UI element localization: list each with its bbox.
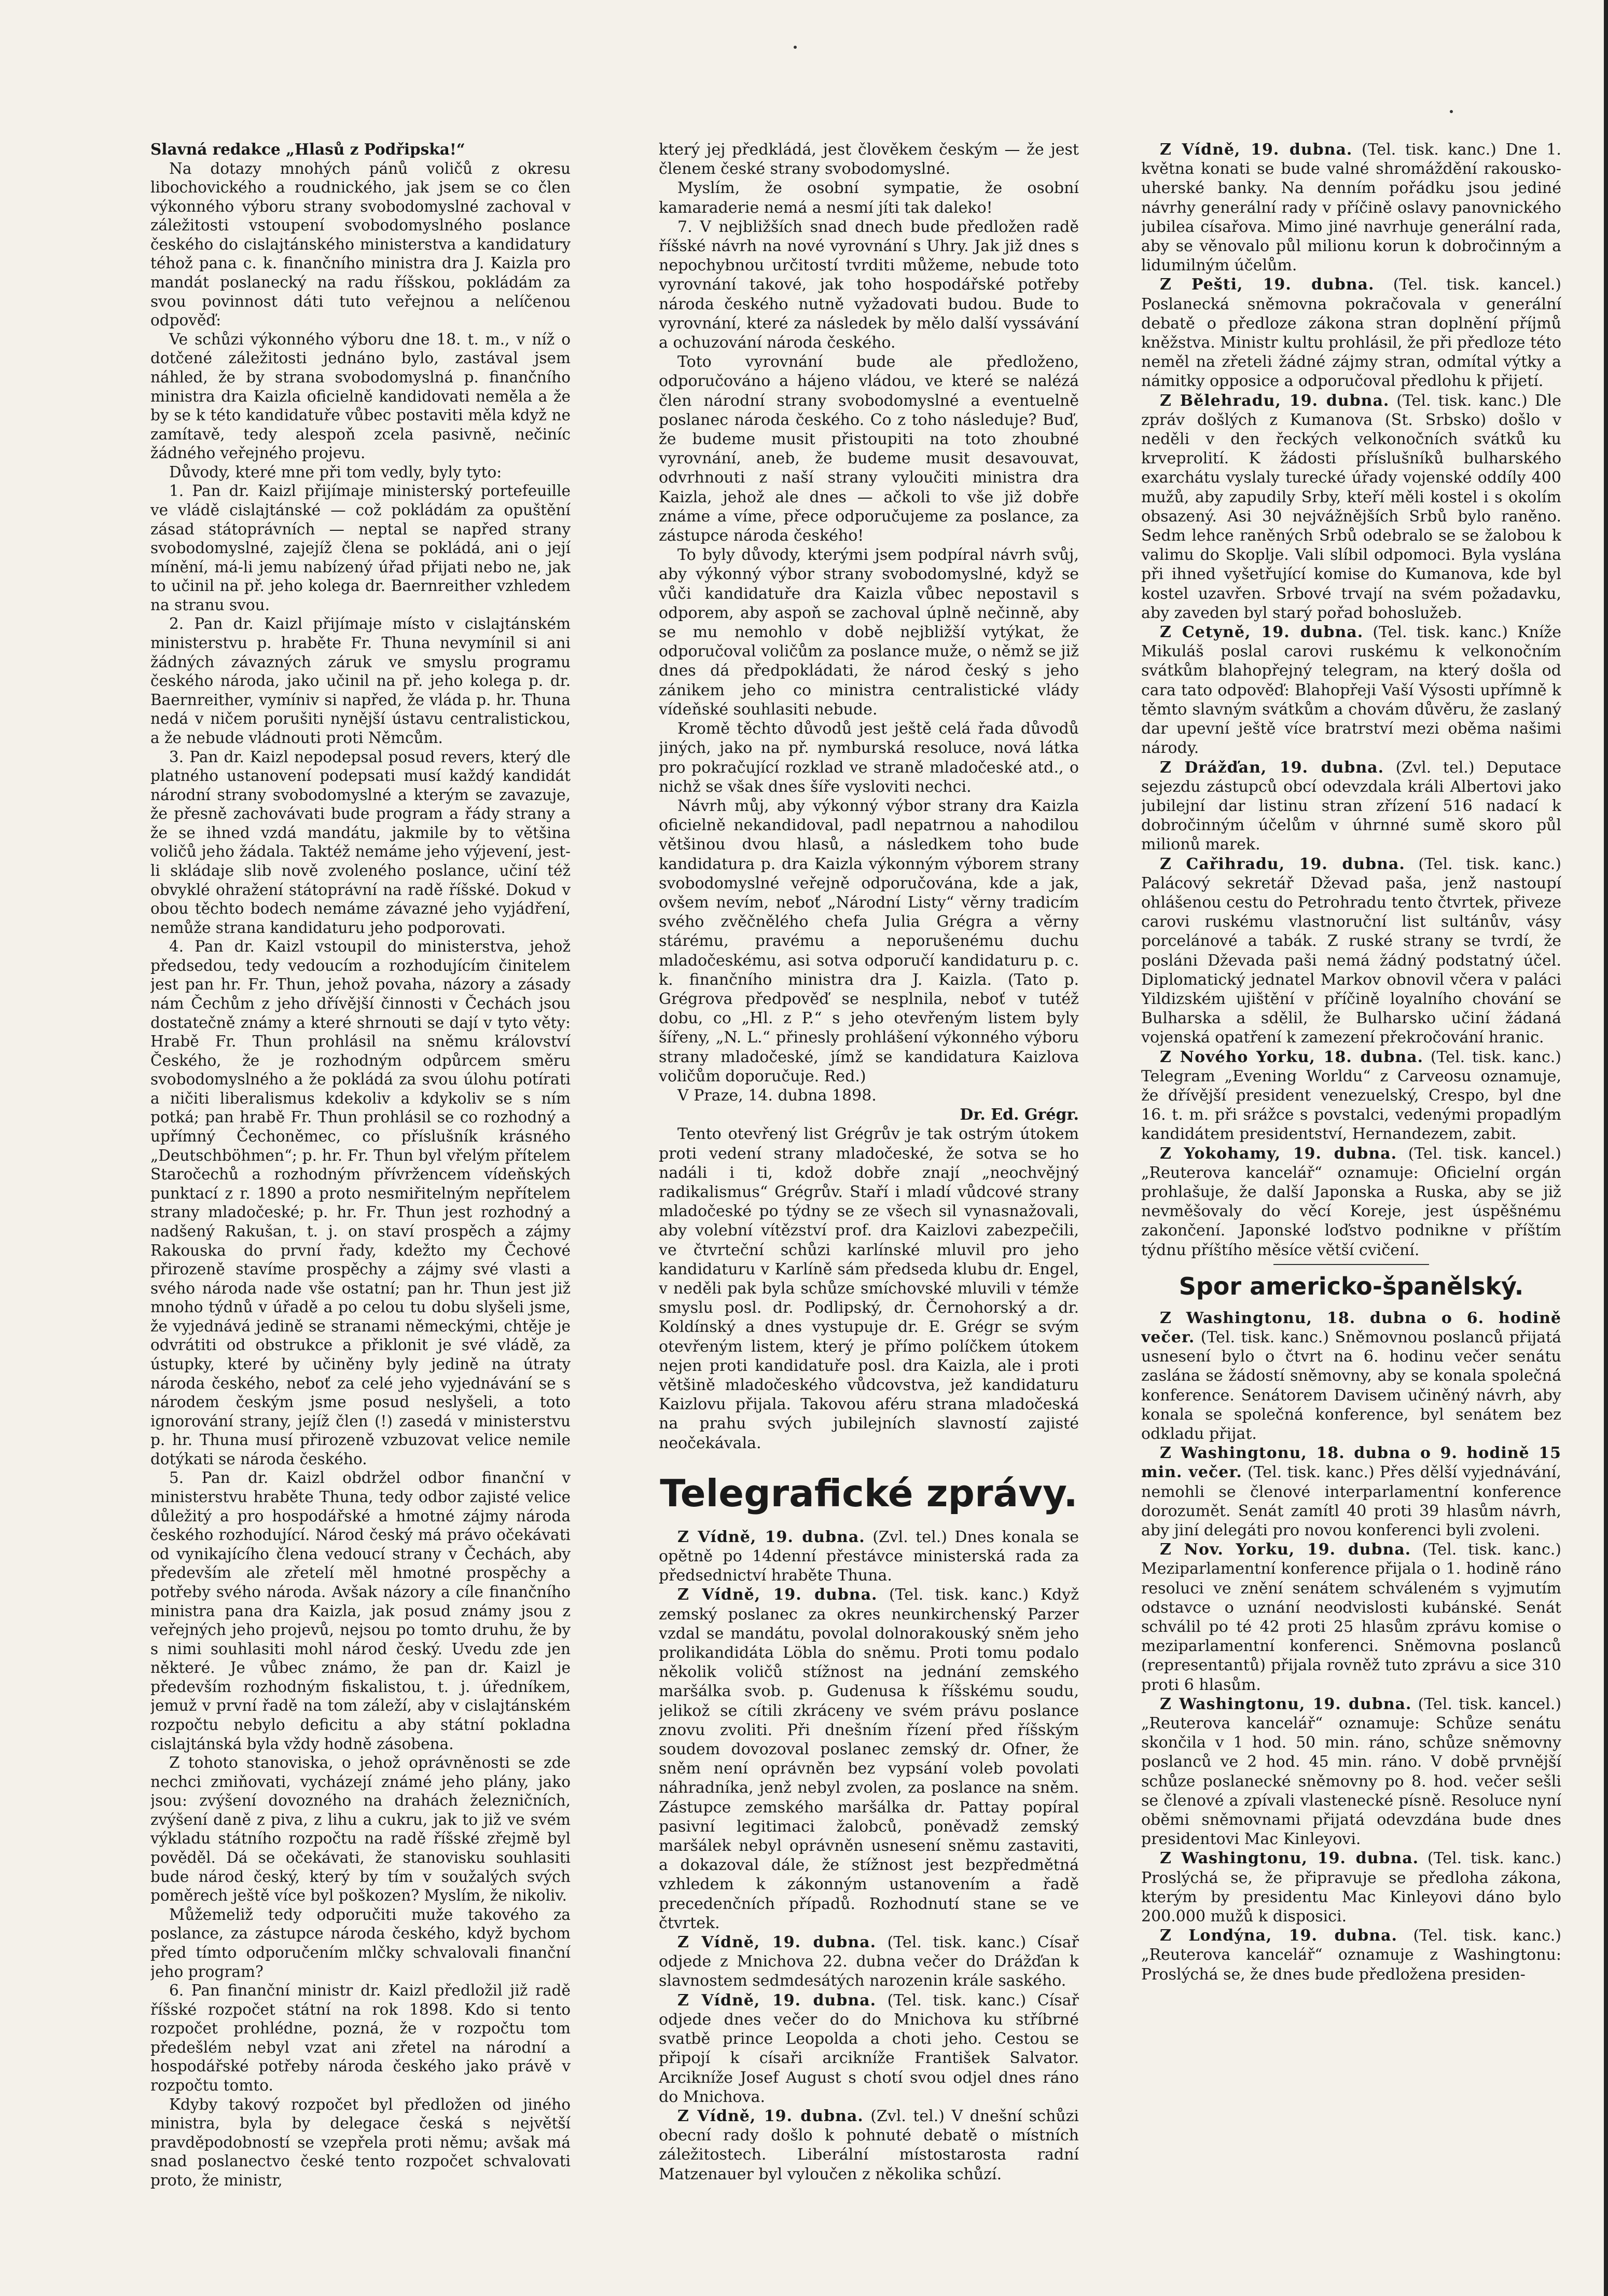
paragraph: To byly důvody, kterými jsem podpíral návrh svůj, aby výkonný výbor strany svobodomyslné, když se vůči kandidatuře dra Kaizla vůbec nepostavil s odporem, aby aspoň se zachoval úplně nečinně, aby se mu nemohlo v době nejbližší vytýkat, že odporučoval voličům za poslance muže, o němž se již dnes dá předpokládati, že národ český s jeho zánikem jeho co ministra centralistické vlády vídeňské souhlasiti nebude. <box>659 546 1079 719</box>
news-item <box>1141 623 1561 758</box>
news-text: (Tel. tisk. kanc.) Když zemský poslanec za okres neunkirchenský Parzer vzdal se mandátu, povolal dolnorakouský sněm jeho prolikandidáta Löbla do sněmu. Proti tomu podalo několik voličů stížnost na jednání zemského maršálka svob. p. Gudenusa k říšskému soudu, jelikož se cítili zkráceny ve svém právu poslance znovu zvoliti. Při dnešním řízení před říšským soudem dovozoval poslanec zemský dr. Ofner, že sněm není oprávněn bez vypsání voleb povolati náhradníka, jenž nebyl zvolen, za poslance na sněm. Zástupce zemského maršálka dr. Pattay popíral pasivní legitimaci žalobců, poněvadž zemský maršálek nebyl oprávněn usnesení sněmu zastaviti, a dokazoval dále, že stížnost jest bezpředmětná vzhledem k zákonným ustanovením a řadě precedenčních případů. Rozhodnutí stane se ve čtvrtek. <box>659 1586 1079 1932</box>
left-column <box>150 140 571 2257</box>
news-item <box>1141 140 1561 275</box>
news-place: Z Washingtonu, 18. dubna o 9. hodině 15 min. večer. <box>1141 1444 1561 1482</box>
print-speck <box>1450 110 1453 113</box>
news-place: Z Nov. Yorku, 19. dubna. <box>1160 1541 1411 1559</box>
paragraph: Návrh můj, aby výkonný výbor strany dra Kaizla oficielně nekandidoval, padl nepatrnou a nahodilou většinou dvou hlasů, a následkem toho bude kandidatura p. dra Kaizla výkonným výborem strany svobodomyslné veřejně odporučována, kde a jak, ovšem nevím, neboť „Národní Listy“ věrny tradicím svého zvěčnělého chefa Julia Grégra a věrny stárému, pravému a neporušenému duchu mladočeskému, asi sotva odporučí kandidaturu p. c. k. finančního ministra dra J. Kaizla. (Tato p. Grégrova předpověď se nesplnila, neboť v tutéž dobu, co „Hl. z P.“ s jeho otevřeným listem byly šířeny, „N. L.“ přinesly prohlášení výkonného výboru strany mladočeské, jímž se kandidatura Kaizlova voličům doporučuje. Red.) <box>659 796 1079 1085</box>
news-place: Z Cetyně, 19. dubna. <box>1160 623 1364 642</box>
paragraph: Kromě těchto důvodů jest ještě celá řada důvodů jiných, jako na př. nymburská resoluce, nová látka pro pokračující rozklad ve straně mladočeské atd., o nichž se však dnes šíře vysloviti nechci. <box>659 720 1079 796</box>
telegraph-title: Telegrafické zprávy. <box>660 1471 1078 1515</box>
paragraph: Kdyby takový rozpočet byl předložen od jiného ministra, byla by delegace česká s největší pravděpodobností se vzepřela proti němu; avšak má snad poslanectvo české tento rozpočet schvalovati proto, že ministr, <box>150 2095 571 2189</box>
page-edge <box>1604 0 1608 2296</box>
news-text: (Tel. tisk. kanc.) Císař odjede dnes večer do do Mnichova ku stříbrné svatbě prince Leopolda a choti jeho. Cestou se připojí k císaři arcikníže František Salvator. Arcikníže Josef August s chotí svou odjel dnes ráno do Mnichova. <box>659 1991 1079 2106</box>
news-item <box>1141 275 1561 391</box>
letter-header: Slavná redakce „Hlasů z Podřipska!“ <box>150 140 465 158</box>
news-item <box>1141 1540 1561 1695</box>
paragraph: Důvody, které mne při tom vedly, byly tyto: <box>169 463 502 481</box>
news-item <box>1141 1849 1561 1926</box>
paragraph: Tento otevřený list Grégrův je tak ostrým útokem proti vedení strany mladočeské, že sotva se ho nadáli i ti, kdož dobře znají „neochvějný radikalismus“ Grégrův. Staří i mladí vůdcové strany mladočeské po týdny se ze všech sil vynasnažovali, aby volební vítězství prof. dra Kaizlovi zabezpečili, ve čtvrteční schůzi karlínské mluvil pro jeho kandidaturu v Karlíně sám předseda klubu dr. Engel, v neděli pak byla schůze smíchovské mluvili v témže smyslu posl. dr. Podlipský, dr. Černohorský a dr. Koldínský a dnes vystupuje dr. E. Grégr se svým otevřeným listem, který je přímo políčkem útokem nejen proti kandidatuře posl. dra Kaizla, ale i proti většině mladočeského vůdcovstva, jež kandidaturu Kaizlovu přijala. Takovou aféru strana mladočeská na prahu svých jubilejních slavností zajisté neočekávala. <box>659 1125 1079 1452</box>
news-text: (Tel. tisk. kanc.) Proslýchá se, že připravuje se předloha zákona, kterým by presidentu Mac Kinleyovi dáno bylo 200.000 mužů k disposici. <box>1141 1849 1561 1926</box>
section-rule <box>1273 1264 1429 1265</box>
news-place: Z Vídně, 19. dubna. <box>677 1933 877 1952</box>
news-text: (Zvl. tel.) Deputace sejezdu zástupců obcí odevzdala králi Albertovi jako jubilejní dar listinu stran zřízení 516 nadací k dobročinným účelům v úhrnné sumě skoro půl milionů marek. <box>1141 758 1561 854</box>
news-place: Z Vídně, 19. dubna. <box>1160 141 1353 159</box>
news-text: (Zvl. tel.) V dnešní schůzi obecní rady došlo k pohnuté debatě o místních záležitostech. Liberální místostarosta radní Matzenauer byl vyloučen z několika schůzí. <box>659 2107 1079 2183</box>
news-text: (Tel. tisk. kanc.) Dne 1. května konati se bude valné shromáždění rakousko-uherské banky. Na denním pořádku jsou jediné návrhy generální rady v příčině oslavy panovnického jubilea císařova. Mimo jiné navrhuje generální rada, aby se věnovalo půl milionu korun k dobročinným a lidumilným účelům. <box>1141 141 1561 275</box>
news-item <box>1141 1443 1561 1540</box>
news-place: Z Drážďan, 19. dubna. <box>1160 758 1384 777</box>
paragraph: 6. Pan finanční ministr dr. Kaizl předložil již radě říšské rozpočet státní na rok 1898. Kdo si tento rozpočet prohlédne, pozná, že v rozpočtu tom předešlém nebyl vzat ani zřetel na národní a hospodářské potřeby národa českého jako právě v rozpočtu tomto. <box>150 1982 571 2094</box>
news-text: (Tel. tisk. kanc.) Dle zpráv došlých z Kumanova (St. Srbsko) došlo v neděli v den řeckých velkonočních svátků ku krveprolití. K žádosti příslušníků bulharského exarchátu vyslaly turecké úřady vojenské oddíly 400 mužů, aby zapudily Srby, kteří měli kostel i s okolím obsazený. Asi 30 nejvážnějších Srbů bylo raněno. Sedm lehce raněných Srbů odebralo se se žalobou k valimu do Skoplje. Vali slíbil odpomoci. Byla vyslána při ihned vyšetřující komise do Kumanova, kde byl kostel uzavřen. Srbové trvají na svém požadavku, aby zaveden byl starý pořad bohoslužeb. <box>1141 391 1561 622</box>
news-place: Z Vídně, 19. dubna. <box>677 1528 865 1546</box>
news-place: Z Nového Yorku, 18. dubna. <box>1160 1048 1423 1066</box>
news-item <box>1141 1695 1561 1849</box>
news-text: (Tel. tisk. kanc.) Přes dělší vyjednávání, nemohli se členové interparlamentní konference dorozumět. Senát zamítl 40 proti 39 hlasům návrh, aby jiní delegáti pro novou konferenci byli zvoleni. <box>1141 1463 1561 1540</box>
news-place: Z Bělehradu, 19. dubna. <box>1160 391 1390 410</box>
news-item <box>659 1585 1079 1933</box>
paragraph: 7. V nejbližších snad dnech bude předložen radě říšské návrh na nové vyrovnání s Uhry. Jak již dnes s nepochybnou určitostí tvrditi můžeme, nebude toto vyrovnání takové, jak toho hospodářské potřeby národa českého nutně vyžadovati budou. Bude to vyrovnání, které za následek by mělo další vyssávání a ochuzování národa českého. <box>659 217 1079 352</box>
paragraph: 5. Pan dr. Kaizl obdržel odbor finanční v ministerstvu hraběte Thuna, tedy odbor zajisté velice důležitý a pro hospodářské a hmotné zájmy národa českého rozhodující. Národ český má právo očekávati od vynikajícího člena vedoucí strany v Čechách, aby především ale zřetelí měl hmotné prospěchy a potřeby svého národa. Avšak názory a cíle finančního ministra pana dra Kaizla, jak posud známy jsou z veřejných jeho projevů, nejsou po tomto druhu, že by s nimi souhlasiti mohl národ český. Uvedu zde jen některé. Je vůbec známo, že pan dr. Kaizl je především rozhodným fiskalistou, t. j. úředníkem, jemuž v první řadě na tom záleží, aby v cislajtánském rozpočtu nebylo deficitu a aby státní pokladna cislajtánská byla vždy hodně zásobena. <box>150 1469 571 1753</box>
news-place: Z Washingtonu, 18. dubna o 6. hodině večer. <box>1141 1309 1561 1346</box>
news-text: (Zvl. tel.) Dnes konala se opětně po 14denní přestávce ministerská rada za předsednictví hraběte Thuna. <box>659 1528 1079 1585</box>
paragraph: Ve schůzi výkonného výboru dne 18. t. m., v níž o dotčené záležitosti jednáno bylo, zastával jsem náhled, že by strana svobodomyslná p. finančního ministra dra Kaizla oficielně kandidovati neměla a že by se k této kandidatuře vůbec postaviti měla když ne zamítavě, tedy alespoň zcela pasivně, nečiníc žádného veřejného projevu. <box>150 330 571 462</box>
signature: Dr. Ed. Grégr. <box>960 1106 1079 1124</box>
paragraph: který jej předkládá, jest člověkem českým — že jest členem české strany svobodomyslné. <box>659 141 1079 178</box>
news-item <box>659 1991 1079 2107</box>
news-text: (Tel. tisk. kanc.) „Reuterova kancelář“ oznamuje z Washingtonu: Proslýchá se, že dnes bude předložena presiden- <box>1141 1927 1561 1984</box>
news-text: (Tel. tisk. kanc.) Telegram „Evening Worldu“ z Carveosu oznamuje, že dřívější president venezuelský, Crespo, byl dne 16. t. m. při srážce s povstalci, vedenými propadlým kandidátem presidentství, Hernandezem, zabit. <box>1141 1048 1561 1144</box>
paragraph: Toto vyrovnání bude ale předloženo, odporučováno a hájeno vládou, ve které se nalézá člen národní strany svobodomyslné a eventuelně poslanec národa českého. Co z toho následuje? Buď, že budeme musit přistoupiti na toto zhoubné vyrovnání, aneb, že budeme musit desavouvat, odvrhnouti z naší strany vyloučiti ministra dra Kaizla, jehož ale dnes — ačkoli to vše již dobře známe a víme, přece odporučujeme za poslance, za zástupce národa českého! <box>659 353 1079 545</box>
paragraph: Z tohoto stanoviska, o jehož oprávněnosti se zde nechci zmiňovati, vycházejí známé jeho plány, jako jsou: zvýšení dovozného na drahách železničních, zvýšení daně z piva, z lihu a cukru, jak to již ve svém výkladu státního rozpočtu na radě říšské zřejmě byl pověděl. Dá se očekávati, že stanovisku souhlasiti bude národ český, který by tím v soužalých svých poměrech ještě více byl poškozen? Myslím, že nikoliv. <box>150 1754 571 1905</box>
middle-column <box>659 140 1079 2257</box>
news-text: (Tel. tisk. kanc.) Palácový sekretář Dževad paša, jenž nastoupí ohlášenou cestu do Petrohradu tento čtvrtek, přiveze carovi ruskému vlastnoruční list sultánův, vásy porcelánové a tabák. Z ruské strany se tvrdí, že posláni Dževada paši nemá žádný podstatný účel. Diplomatický jednatel Markov obnovil včera v paláci Yildizském ujištění v příčině loyalního chování se Bulharska a sdělil, že Bulharsko učiní žádaná vojenská opatření k zamezení překročování hranic. <box>1141 855 1561 1047</box>
news-place: Z Washingtonu, 19. dubna. <box>1160 1849 1419 1868</box>
news-item <box>1141 1048 1561 1144</box>
paragraph: Na dotazy mnohých pánů voličů z okresu libochovického a roudnického, jak jsem se co člen výkonného výboru strany svobodomyslné zachoval v záležitosti vstoupení svobodomyslného poslance českého do cislajtánského ministerstva a kandidatury téhož pana c. k. finančního ministra dra J. Kaizla pro mandát poslanecký na radu říšskou, pokládám za svou povinnost dáti tuto veřejnou a nelíčenou odpověď: <box>150 159 571 329</box>
news-item <box>1141 758 1561 855</box>
paragraph: Můžemeliž tedy odporučiti muže takového za poslance, za zástupce národa českého, když bychom před tímto odporučením mlčky schvalovali finanční jeho program? <box>150 1905 571 1981</box>
news-place: Z Cařihradu, 19. dubna. <box>1160 855 1405 873</box>
news-item <box>1141 855 1561 1048</box>
news-text: (Tel. tisk. kanc.) Meziparlamentní konference přijala o 1. hodině ráno resoluci ve znění senátem schváleném s vyjmutím odstavce o uznání neodvislosti kubánské. Senát schválil po té 42 proti 25 hlasům zprávu komise o meziparlamentní konferenci. Sněmovna poslanců (representantů) přijala rovněž tuto zprávu a sice 310 proti 6 hlasům. <box>1141 1541 1561 1694</box>
news-item <box>659 1933 1079 1991</box>
section-title: Spor americko-španělský. <box>1179 1272 1524 1300</box>
date-line: V Praze, 14. dubna 1898. <box>677 1086 877 1105</box>
news-text: (Tel. tisk. kanc.) Sněmovnou poslanců přijatá usnesení bylo o čtvrt na 6. hodinu večer senátu zaslána se žádostí sněmovny, aby se konala společná konference. Senátorem Davisem učiněný návrh, aby konala se společná konference, byl senátem bez odkladu přijat. <box>1141 1328 1561 1443</box>
news-place: Z Washingtonu, 19. dubna. <box>1160 1695 1412 1713</box>
paragraph: 4. Pan dr. Kaizl vstoupil do ministerstva, jehož předsedou, tedy vedoucím a rozhodujícím činitelem jest pan hr. Fr. Thun, jehož povaha, názory a zásady nám Čechům z jeho dřívější činnosti v Čechách jsou dostatečně známy a které shrnouti se dají v tyto věty: Hrabě Fr. Thun prohlásil na sněmu království Českého, že je rozhodným odpůrcem směru svobodomyslného a že pokládá za svou úlohu potírati a ničiti liberalismus kdekoliv a kdykoliv se s ním potká; pan hrabě Fr. Thun prohlásil se co rozhodný a upřímný Čechoněmec, co příslušník krásného „Deutschböhmen“; p. hr. Fr. Thun byl vřelým přítelem Staročechů a rozhodným přívržencem vídeňských punktací z r. 1890 a proto nesmiřitelným nepřítelem strany mladočeské; p. hr. Fr. Thun jest rozhodný a nadšený Rakušan, t. j. on staví prospěch a zájmy Rakouska do první řady, kdežto my Čechové přirozeně stavíme prospěchy a zájmy své vlasti a svého národa nade vše ostatní; pan hr. Thun jest již mnoho týdnů v úřadě a po celou tu dobu slyšeli jsme, že vyjednává jedině se stranami německými, chtěje je odvrátiti od obstrukce a přiklonit je své vládě, za ústupky, které by učiněny byly jedině na útraty národa českého, neboť za celé jeho vyjednávání se s národem českým jsme posud neslyšeli, a toto ignorování strany, jejíž člen (!) zasedá v ministerstvu p. hr. Thuna musí přirozeně vzbuzovat velice nemile dotýkati se národa českého. <box>150 938 571 1468</box>
news-place: Z Vídně, 19. dubna. <box>677 2107 864 2125</box>
news-place: Z Yokohamy, 19. dubna. <box>1160 1144 1397 1163</box>
news-text: (Tel. tisk. kancel.) Poslanecká sněmovna pokračovala v generální debatě o předloze zákona stran doplnění příjmů kněžstva. Ministr kultu prohlásil, že při předloze této neměl na zřeteli žádné zájmy stran, odmítal výtky a námitky opposice a odporučoval předlohu k přijetí. <box>1141 276 1561 391</box>
right-column <box>1141 140 1561 2257</box>
news-item <box>1141 391 1561 623</box>
paragraph: 3. Pan dr. Kaizl nepodepsal posud revers, který dle platného ustanovení podepsati musí každý kandidát národní strany svobodomyslné a kterým se zavazuje, že přesně zachovávati bude program a řády strany a že se ihned vzdá mandátu, jakmile by to většina voličů jeho žádala. Taktéž nemáme jeho výjevení, jest-li skládaje slib nově zvoleného poslance, učiní též obvyklé ohražení státoprávní na radě říšské. Dokud v obou těchto bodech nemáme závazné jeho vyjádření, nemůže strana kandidaturu jeho podporovati. <box>150 748 571 937</box>
news-item <box>659 2107 1079 2184</box>
news-item <box>1141 1926 1561 1984</box>
news-place: Z Vídně, 19. dubna. <box>677 1586 878 1604</box>
news-item <box>1141 1309 1561 1443</box>
paragraph: 1. Pan dr. Kaizl přijímaje ministerský portefeuille ve vládě cislajtánské — což pokládám za opuštění zásad státoprávních — neptal se napřed strany svobodomyslné, zajejíž člena se pokládá, ani o její mínění, má-li jemu nabízený úřad přijati nebo ne, jak to učinil na př. jeho kolega dr. Baernreither vzhledem na stranu svou. <box>150 482 571 614</box>
news-text: (Tel. tisk. kanc.) Císař odjede z Mnichova 22. dubna večer do Drážďan k slavnostem sedmdesátých narozenin krále saského. <box>659 1933 1079 1990</box>
news-item <box>659 1528 1079 1586</box>
news-text: (Tel. tisk. kancel.) „Reuterova kancelář“ oznamuje: Oficielní orgán prohlašuje, že další Japonska a Ruska, aby se již nevměšovaly do věcí Koreje, jest úspěšnému zakončení. Japonské loďstvo podnikne v příštím týdnu příštího měsíce větší cvičení. <box>1141 1144 1561 1259</box>
news-place: Z Vídně, 19. dubna. <box>677 1991 877 2010</box>
paragraph: 2. Pan dr. Kaizl přijímaje místo v cislajtánském ministerstvu p. hraběte Fr. Thuna nevymínil si ani žádných závazných záruk ve smyslu programu českého národa, jako učinil na př. jeho kolega p. dr. Baernreither, vymíniv si napřed, že vláda p. hr. Thuna nedá v ničem porušiti nynější ústavu centralistickou, a že nebude vládnouti proti Němcům. <box>150 615 571 747</box>
news-text: (Tel. tisk. kancel.) „Reuterova kancelář“ oznamuje: Schůze senátu skončila v 1 hod. 50 min. ráno, schůze sněmovny poslanců ve 2 hod. 45 min. ráno. V době prvnější schůze poslanecké sněmovny po 8. hod. večer sešli se členové a zpívali vlastenecké písně. Resoluce nyní oběmi sněmovnami přijatá odevzdána bude dnes presidentovi Mac Kinleyovi. <box>1141 1695 1561 1849</box>
print-speck <box>794 46 797 49</box>
news-place: Z Pešti, 19. dubna. <box>1160 276 1375 294</box>
news-item <box>1141 1144 1561 1260</box>
news-text: (Tel. tisk. kanc.) Kníže Mikuláš poslal carovi ruskému k velkonočním svátkům blahopřejný telegram, na který došla od cara tato odpověď: Blahopřeji Vaší Výsosti upřímně k těmto slavným svátkům a chovám důvěru, že zaslaný dar upevní ještě více bratrství mezi oběma našimi národy. <box>1141 623 1561 758</box>
news-place: Z Londýna, 19. dubna. <box>1160 1927 1397 1945</box>
paragraph: Myslím, že osobní sympatie, že osobní kamaraderie nemá a nesmí jíti tak daleko! <box>659 179 1079 217</box>
